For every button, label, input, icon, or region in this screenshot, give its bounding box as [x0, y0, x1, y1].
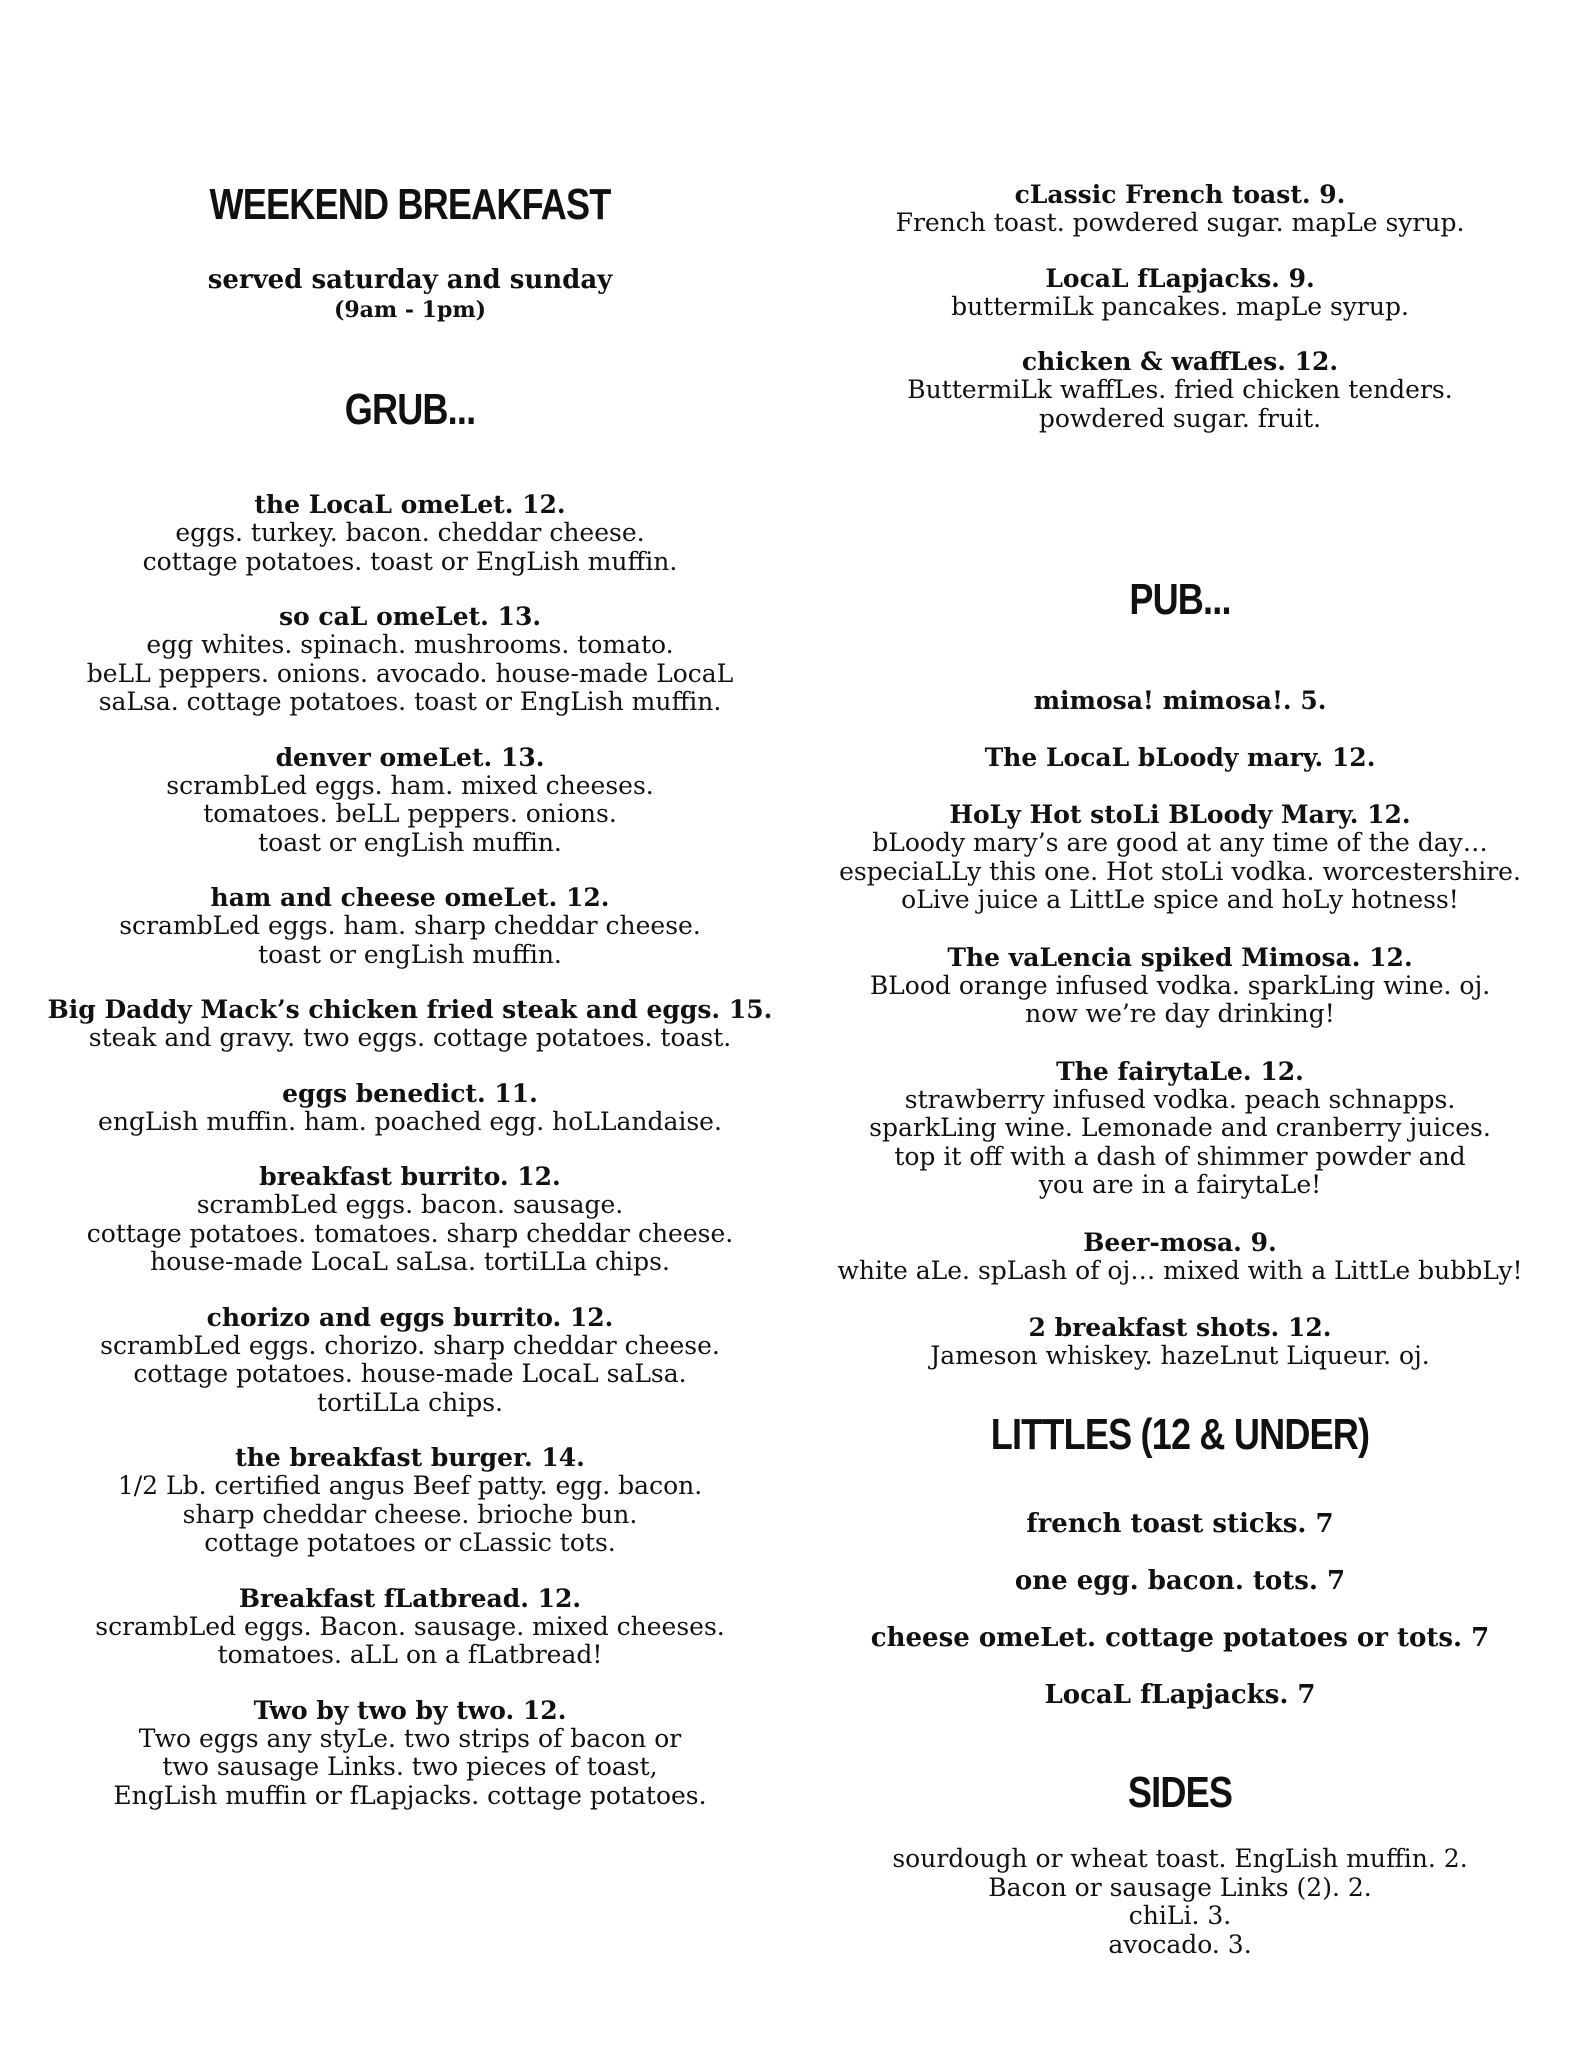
menu-item-description: ButtermiLk waffLes. fried chicken tenders. powdered sugar. fruit. [907, 375, 1453, 433]
menu-item-description: eggs. turkey. bacon. cheddar cheese. cottage potatoes. toast or EngLish muffin. [142, 518, 678, 576]
menu-item-name: chorizo and eggs burrito. 12. [206, 1302, 614, 1332]
menu-item-name: LocaL fLapjacks. 7 [1044, 1680, 1316, 1710]
menu-item [800, 347, 1560, 433]
menu-item [40, 1162, 780, 1277]
menu-item-description: bLoody mary’s are good at any time of the day… especiaLLy this one. Hot stoLi vodka. worcestershire. oLive juice a LittLe spice and hoLy hotness! [839, 828, 1521, 914]
weekend-breakfast-title: WEEKEND BREAKFAST [209, 180, 611, 229]
menu-item [40, 883, 780, 969]
menu-item-description: scrambLed eggs. bacon. sausage. cottage potatoes. tomatoes. sharp cheddar cheese. house-made LocaL saLsa. tortiLLa chips. [86, 1190, 734, 1276]
serving-info [40, 265, 780, 325]
side-item: Bacon or sausage Links (2). 2. [988, 1872, 1372, 1902]
menu-item [40, 1696, 780, 1811]
side-item: chiLi. 3. [1128, 1901, 1232, 1930]
menu-item-name: cLassic French toast. 9. [1014, 180, 1346, 209]
menu-item [40, 743, 780, 858]
menu-item [40, 995, 780, 1053]
menu-item-name: Beer-mosa. 9. [1083, 1227, 1277, 1257]
served-days: served saturday and sunday [207, 265, 613, 295]
menu-item [40, 1584, 780, 1670]
menu-item-description: Two eggs any styLe. two strips of bacon or two sausage Links. two pieces of toast, EngLish muffin or fLapjacks. cottage potatoes. [113, 1723, 707, 1810]
menu-item [800, 264, 1560, 322]
menu-item-description: scrambLed eggs. ham. sharp cheddar cheese. toast or engLish muffin. [119, 911, 701, 969]
menu-item [800, 180, 1560, 238]
menu-item [800, 743, 1560, 772]
littles-menu-list [800, 1510, 1560, 1738]
menu-item [800, 1228, 1560, 1286]
menu-item [800, 1681, 1560, 1710]
pub-section-title: PUB... [1129, 575, 1231, 624]
menu-item-description: scrambLed eggs. ham. mixed cheeses. tomatoes. beLL peppers. onions. toast or engLish muffin. [166, 770, 654, 857]
menu-item-name: denver omeLet. 13. [275, 742, 545, 772]
grub-menu-list [40, 490, 780, 1836]
menu-item-name: ham and cheese omeLet. 12. [210, 883, 610, 912]
menu-item-name: HoLy Hot stoLi BLoody Mary. 12. [949, 800, 1411, 829]
menu-item-name: mimosa! mimosa!. 5. [1033, 686, 1327, 715]
menu-item-name: so caL omeLet. 13. [278, 602, 542, 631]
menu-item [40, 602, 780, 717]
menu-item [800, 943, 1560, 1029]
menu-item-description: 1/2 Lb. certified angus Beef patty. egg. bacon. sharp cheddar cheese. brioche bun. cottage potatoes or cLassic tots. [117, 1471, 703, 1557]
grub-section-title: GRUB... [344, 385, 476, 434]
pub-drinks-list [800, 686, 1560, 1399]
menu-item [40, 1303, 780, 1418]
sides-section-title: SIDES [1127, 1768, 1233, 1817]
menu-item [800, 1510, 1560, 1539]
menu-item-name: Breakfast fLatbread. 12. [238, 1583, 582, 1613]
menu-item-name: breakfast burrito. 12. [259, 1162, 561, 1191]
menu-item [40, 490, 780, 576]
menu-item-name: chicken & waffLes. 12. [1021, 347, 1339, 376]
menu-item-description: scrambLed eggs. chorizo. sharp cheddar cheese. cottage potatoes. house-made LocaL saLsa. tortiLLa chips. [100, 1330, 720, 1417]
menu-item-description: scrambLed eggs. Bacon. sausage. mixed cheeses. tomatoes. aLL on a fLatbread! [95, 1611, 725, 1669]
menu-item-description: BLood orange infused vodka. sparkLing wine. oj. now we’re day drinking! [869, 970, 1491, 1028]
littles-section-title: LITTLES (12 & UNDER) [990, 1410, 1370, 1459]
menu-item-description: French toast. powdered sugar. mapLe syrup. [895, 208, 1465, 237]
sides-menu-list [800, 1845, 1560, 1959]
menu-item-description: steak and gravy. two eggs. cottage potatoes. toast. [88, 1023, 732, 1052]
menu-item [800, 1057, 1560, 1200]
menu-item-name: LocaL fLapjacks. 9. [1045, 263, 1315, 293]
menu-item-name: Big Daddy Mack’s chicken fried steak and eggs. 15. [47, 995, 773, 1024]
menu-item-name: The fairytaLe. 12. [1056, 1056, 1304, 1086]
menu-item [800, 1624, 1560, 1653]
menu-item-name: the breakfast burger. 14. [235, 1443, 585, 1472]
menu-item-name: 2 breakfast shots. 12. [1028, 1313, 1332, 1342]
menu-item-description: strawberry infused vodka. peach schnapps. sparkLing wine. Lemonade and cranberry juices. top it off with a dash of shimmer powder and you are in a fairytaLe! [869, 1084, 1491, 1199]
menu-item-description: egg whites. spinach. mushrooms. tomato. beLL peppers. onions. avocado. house-made LocaL saLsa. cottage potatoes. toast or EngLish muffin. [86, 630, 734, 716]
menu-item-name: eggs benedict. 11. [282, 1078, 538, 1108]
menu-item-name: the LocaL omeLet. 12. [254, 490, 566, 519]
menu-item-name: one egg. bacon. tots. 7 [1014, 1566, 1346, 1596]
menu-item-name: The LocaL bLoody mary. 12. [984, 743, 1376, 772]
menu-item [800, 800, 1560, 915]
menu-item-name: french toast sticks. 7 [1026, 1509, 1334, 1539]
side-item: sourdough or wheat toast. EngLish muffin. 2. [892, 1844, 1468, 1873]
menu-item-name: The vaLencia spiked Mimosa. 12. [947, 942, 1413, 972]
menu-item-description: Jameson whiskey. hazeLnut Liqueur. oj. [930, 1341, 1430, 1370]
menu-item [800, 1567, 1560, 1596]
menu-item-description: white aLe. spLash of oj… mixed with a LittLe bubbLy! [837, 1255, 1523, 1285]
menu-item [40, 1079, 780, 1137]
menu-item [800, 686, 1560, 715]
menu-item [800, 1313, 1560, 1371]
menu-item [40, 1443, 780, 1558]
menu-item-name: cheese omeLet. cottage potatoes or tots. 7 [870, 1623, 1490, 1653]
menu-item-description: engLish muffin. ham. poached egg. hoLLandaise. [98, 1106, 722, 1136]
menu-item-description: buttermiLk pancakes. mapLe syrup. [951, 291, 1409, 321]
breakfast-sweets-list [800, 180, 1560, 459]
served-hours: (9am - 1pm) [333, 297, 487, 323]
side-item: avocado. 3. [1108, 1929, 1252, 1959]
menu-item-name: Two by two by two. 12. [253, 1695, 567, 1725]
